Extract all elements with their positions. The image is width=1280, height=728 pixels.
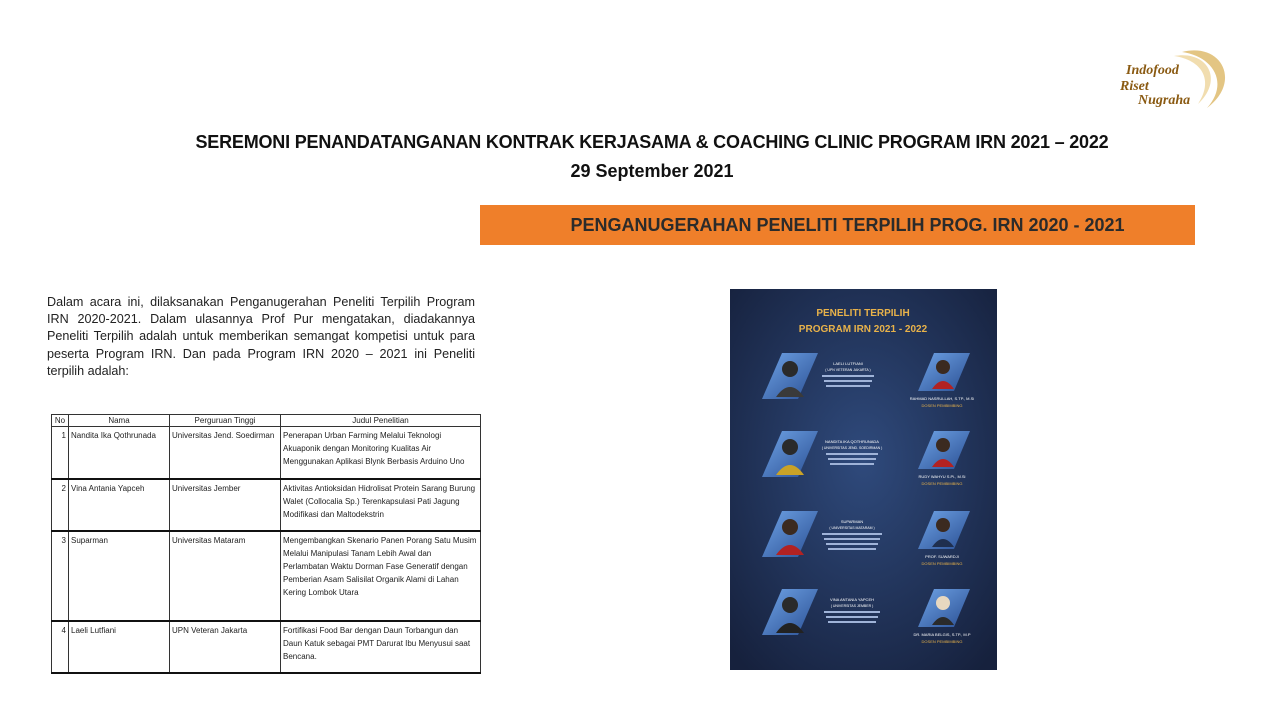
- poster-name: NANDITA IKA QOTHRUNADA: [825, 439, 879, 444]
- row-name: Suparman: [69, 531, 170, 621]
- poster-title-2: PROGRAM IRN 2021 - 2022: [798, 324, 928, 335]
- table-row: [52, 621, 481, 673]
- row-name: Laeli Lutfiani: [69, 621, 170, 673]
- poster-title-1: PENELITI TERPILIH: [816, 308, 910, 319]
- researchers-table: [51, 414, 481, 674]
- row-no: 2: [52, 479, 69, 531]
- row-name: Nandita Ika Qothrunada: [69, 427, 170, 479]
- row-name: Vina Antania Yapceh: [69, 479, 170, 531]
- table-row: [52, 531, 481, 621]
- svg-text:Indofood: Indofood: [1126, 63, 1179, 78]
- row-title: Mengembangkan Skenario Panen Porang Satu Musim Melalui Manipulasi Tanam Lebih Awal dan Perlambatan Waktu Dorman Fase Generatif dengan Pemberian Asam Salisilat Organik Alami di Lahan Kering Lombok Utara: [281, 531, 481, 621]
- row-title: Penerapan Urban Farming Melalui Teknologi Akuaponik dengan Monitoring Kualitas Air Menggunakan Aplikasi Blynk Berbasis Arduino Uno: [281, 427, 481, 479]
- poster-name: LAELI LUTFIANI: [833, 361, 863, 366]
- header-name: Nama: [69, 415, 170, 427]
- poster-mentor: RAHMAD NASRULLAH, S.TP., M.Si: [909, 396, 975, 401]
- row-no: 3: [52, 531, 69, 621]
- header-title: Judul Penelitian: [281, 415, 481, 427]
- row-university: UPN Veteran Jakarta: [170, 621, 281, 673]
- row-no: 4: [52, 621, 69, 673]
- poster-role: DOSEN PEMBIMBING: [921, 481, 963, 486]
- poster-role: DOSEN PEMBIMBING: [921, 561, 963, 566]
- section-banner: PENGANUGERAHAN PENELITI TERPILIH PROG. IRN 2020 - 2021: [480, 205, 1195, 245]
- poster-role: DOSEN PEMBIMBING: [921, 403, 963, 408]
- row-university: Universitas Jend. Soedirman: [170, 427, 281, 479]
- header-no: No: [52, 415, 69, 427]
- row-title: Fortifikasi Food Bar dengan Daun Torbangun dan Daun Katuk sebagai PMT Darurat Ibu Menyusui saat Bencana.: [281, 621, 481, 673]
- row-title: Aktivitas Antioksidan Hidrolisat Protein Sarang Burung Walet (Collocalia Sp.) Terenkapsulasi Pati Jagung Modifikasi dan Maltodekstrin: [281, 479, 481, 531]
- table-row: [52, 427, 481, 479]
- page-title: SEREMONI PENANDATANGANAN KONTRAK KERJASAMA & COACHING CLINIC PROGRAM IRN 2021 – 2022: [195, 132, 1109, 152]
- table-header-row: [52, 415, 481, 427]
- row-no: 1: [52, 427, 69, 479]
- poster-univ: ( UNIVERSITAS JEMBER ): [830, 604, 874, 608]
- peneliti-terpilih-poster: [730, 289, 997, 670]
- poster-name: SUPARMAN: [840, 519, 864, 524]
- poster-mentor: DR. MARIA BELGIS, S.TP., M.P: [913, 632, 971, 637]
- poster-univ: ( UNIVERSITAS JEND. SOEDIRMAN ): [821, 446, 883, 450]
- row-university: Universitas Mataram: [170, 531, 281, 621]
- row-university: Universitas Jember: [170, 479, 281, 531]
- indofood-riset-nugraha-logo: [1112, 42, 1234, 118]
- poster-mentor: PROF. SUWARDJI: [925, 554, 959, 559]
- intro-paragraph: Dalam acara ini, dilaksanakan Penganugerahan Peneliti Terpilih Program IRN 2020-2021. Dalam ulasannya Prof Pur mengatakan, diadakannya Peneliti Terpilih adalah untuk memberikan semangat kompetisi untuk para peserta Program IRN. Dan pada Program IRN 2020 – 2021 ini Peneliti terpilih adalah:: [47, 295, 475, 378]
- svg-text:Nugraha: Nugraha: [1138, 93, 1191, 108]
- poster-univ: ( UPN VETERAN JAKARTA ): [825, 368, 871, 372]
- header-university: Perguruan Tinggi: [170, 415, 281, 427]
- svg-text:Riset: Riset: [1120, 79, 1149, 94]
- poster-name: VINA ANTANIA YAPCEH: [829, 597, 875, 602]
- poster-mentor: RUDY WAHYU S.Pi., M.Si: [918, 474, 966, 479]
- page-date: 29 September 2021: [570, 161, 734, 181]
- poster-univ: ( UNIVERSITAS MATARAM ): [829, 526, 875, 530]
- table-row: [52, 479, 481, 531]
- poster-role: DOSEN PEMBIMBING: [921, 639, 963, 644]
